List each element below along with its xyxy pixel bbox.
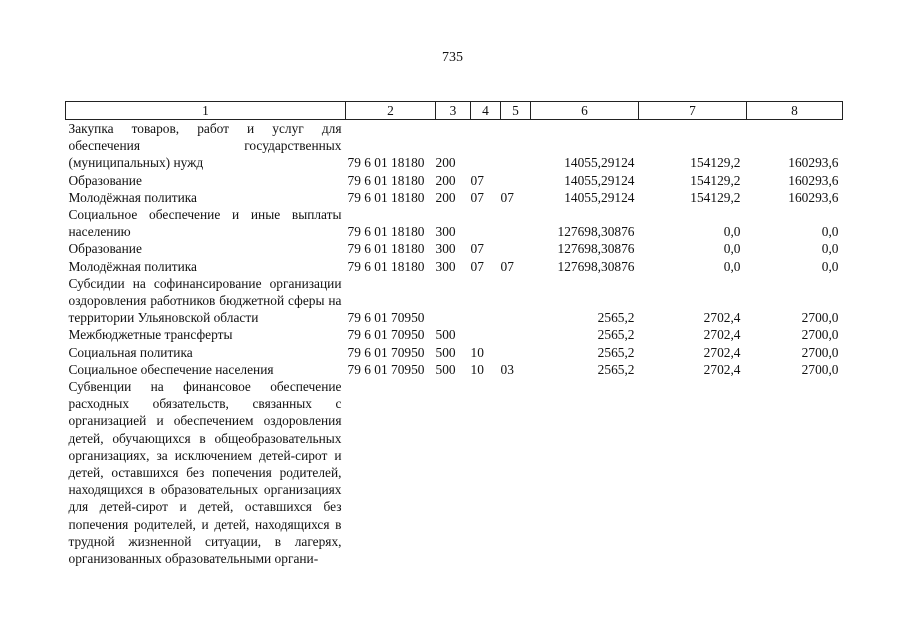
row-expense-type: 200	[435, 155, 456, 171]
header-col-2: 2	[346, 102, 436, 120]
row-expense-type: 300	[435, 258, 456, 274]
row-value-col7: 154129,2	[690, 189, 741, 205]
header-col-5: 5	[501, 102, 531, 120]
row-target-code: 79 6 01 18180	[347, 258, 425, 274]
row-expense-type: 200	[435, 189, 456, 205]
row-name: Социальное обеспечение населения	[68, 361, 274, 377]
row-expense-type: 500	[435, 327, 456, 343]
row-subsection	[501, 344, 531, 361]
row-target-code: 79 6 01 18180	[347, 155, 425, 171]
table-row	[66, 275, 843, 327]
row-value-col6	[531, 378, 639, 567]
row-value-col8: 2700,0	[801, 344, 839, 360]
page-number: 735	[442, 50, 463, 65]
row-value-col8: 2700,0	[801, 327, 839, 343]
row-value-col6: 14055,29124	[564, 172, 635, 188]
row-expense-type	[436, 275, 471, 327]
row-target-code: 79 6 01 18180	[347, 172, 425, 188]
row-value-col8: 2700,0	[801, 361, 839, 377]
row-section	[471, 120, 501, 172]
row-value-col6: 127698,30876	[557, 224, 635, 240]
row-name: Социальная политика	[68, 344, 193, 360]
row-subsection	[501, 206, 531, 240]
row-value-col8: 0,0	[821, 258, 839, 274]
row-value-col6: 14055,29124	[564, 155, 635, 171]
row-value-col6: 2565,2	[597, 344, 635, 360]
row-value-col6: 127698,30876	[557, 258, 635, 274]
row-target-code: 79 6 01 70950	[347, 310, 425, 326]
row-value-col8: 160293,6	[788, 189, 839, 205]
row-target-code: 79 6 01 18180	[347, 189, 425, 205]
row-subsection	[501, 275, 531, 327]
row-name: Межбюджетные трансферты	[68, 327, 233, 343]
row-name: Образование	[68, 241, 142, 257]
row-target-code	[346, 378, 436, 567]
header-col-7: 7	[639, 102, 747, 120]
row-section: 10	[470, 344, 484, 360]
row-subsection	[501, 326, 531, 343]
row-subsection: 07	[500, 189, 514, 205]
row-value-col7: 154129,2	[690, 155, 741, 171]
row-section	[471, 378, 501, 567]
row-subsection	[501, 120, 531, 172]
row-value-col7: 0,0	[723, 224, 741, 240]
row-expense-type: 200	[435, 172, 456, 188]
row-value-col7: 2702,4	[703, 310, 741, 326]
row-expense-type	[436, 378, 471, 567]
row-name: Субвенции на финансовое обеспечение расходных обязательств, связанных с организацией и обеспечением оздоровления детей, обучающихся в общеобразовательных организациях, за исключением детей-сирот и детей, оставшихся без попечения родителей, находящихся в образовательных организациях для детей-сирот и детей, оставшихся без попечения родителей, и детей, находящихся в трудной жизненной ситуации, в лагерях, организованных образовательными органи-	[68, 379, 342, 567]
row-subsection	[501, 240, 531, 257]
row-name: Молодёжная политика	[68, 189, 198, 205]
budget-table	[65, 101, 843, 567]
row-value-col8: 160293,6	[788, 172, 839, 188]
row-name: Молодёжная политика	[68, 258, 198, 274]
row-value-col6: 2565,2	[597, 310, 635, 326]
row-section	[471, 326, 501, 343]
table-row	[66, 258, 843, 275]
row-value-col7	[639, 378, 747, 567]
table-row	[66, 189, 843, 206]
row-value-col8	[747, 378, 843, 567]
row-value-col7: 2702,4	[703, 327, 741, 343]
row-target-code: 79 6 01 18180	[347, 241, 425, 257]
row-value-col8: 160293,6	[788, 155, 839, 171]
row-subsection	[501, 172, 531, 189]
table-row	[66, 172, 843, 189]
table-row	[66, 120, 843, 172]
row-section: 07	[470, 241, 484, 257]
table-row	[66, 378, 843, 567]
table-header	[66, 102, 843, 120]
row-expense-type: 300	[435, 224, 456, 240]
table-body	[66, 120, 843, 568]
header-row	[66, 102, 843, 120]
header-col-6: 6	[531, 102, 639, 120]
header-col-1: 1	[66, 102, 346, 120]
row-section: 07	[470, 172, 484, 188]
row-name: Закупка товаров, работ и услуг для обеспечения государственных (муниципальных) нужд	[68, 121, 342, 171]
header-col-4: 4	[471, 102, 501, 120]
row-name: Социальное обеспечение и иные выплаты населению	[68, 207, 342, 240]
row-subsection: 03	[500, 361, 514, 377]
row-value-col8: 0,0	[821, 241, 839, 257]
row-value-col6: 2565,2	[597, 327, 635, 343]
row-value-col7: 154129,2	[690, 172, 741, 188]
row-subsection: 07	[500, 258, 514, 274]
row-section	[471, 275, 501, 327]
table-row	[66, 240, 843, 257]
row-subsection	[501, 378, 531, 567]
row-expense-type: 500	[435, 344, 456, 360]
row-expense-type: 300	[435, 241, 456, 257]
row-expense-type: 500	[435, 361, 456, 377]
row-name: Субсидии на софинансирование организации оздоровления работников бюджетной сферы на территории Ульяновской области	[68, 275, 342, 326]
header-col-3: 3	[436, 102, 471, 120]
row-value-col7: 0,0	[723, 258, 741, 274]
table-row	[66, 206, 843, 240]
row-section	[471, 206, 501, 240]
header-col-8: 8	[747, 102, 843, 120]
table-row	[66, 361, 843, 378]
row-value-col6: 127698,30876	[557, 241, 635, 257]
row-value-col7: 2702,4	[703, 344, 741, 360]
row-section: 07	[470, 189, 484, 205]
row-value-col6: 14055,29124	[564, 189, 635, 205]
table-row	[66, 326, 843, 343]
row-section: 10	[470, 361, 484, 377]
row-value-col7: 0,0	[723, 241, 741, 257]
row-target-code: 79 6 01 70950	[347, 344, 425, 360]
row-name: Образование	[68, 172, 142, 188]
row-value-col7: 2702,4	[703, 361, 741, 377]
row-target-code: 79 6 01 18180	[347, 224, 425, 240]
row-value-col6: 2565,2	[597, 361, 635, 377]
row-target-code: 79 6 01 70950	[347, 327, 425, 343]
row-value-col8: 0,0	[821, 224, 839, 240]
row-target-code: 79 6 01 70950	[347, 361, 425, 377]
row-value-col8: 2700,0	[801, 310, 839, 326]
row-section: 07	[470, 258, 484, 274]
table-row	[66, 344, 843, 361]
